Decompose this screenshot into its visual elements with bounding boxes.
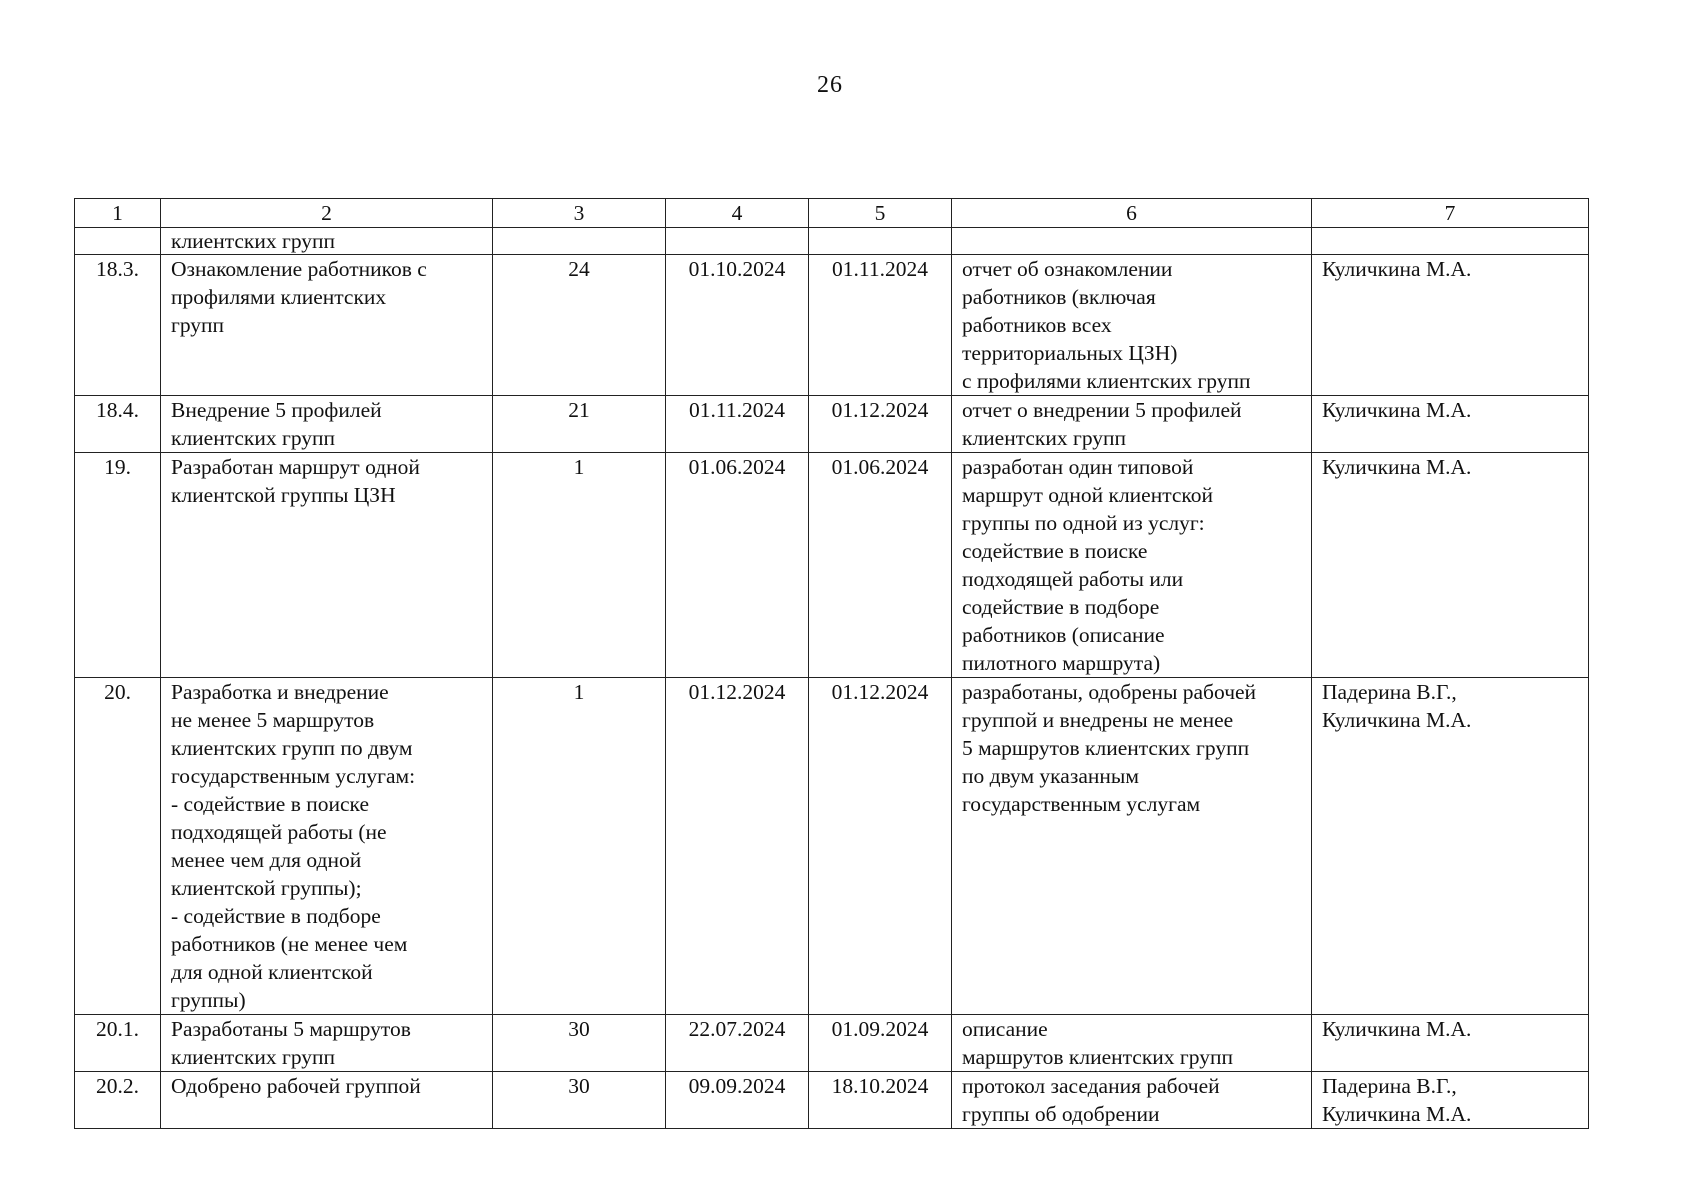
- item-number: 19.: [75, 453, 161, 678]
- header-cell: 7: [1312, 199, 1589, 228]
- responsible-person: Падерина В.Г., Куличкина М.А.: [1312, 1072, 1589, 1129]
- item-value: 21: [493, 396, 666, 453]
- header-cell: 1: [75, 199, 161, 228]
- item-number: [75, 228, 161, 255]
- result-description: разработан один типовой маршрут одной клиентской группы по одной из услуг: содействие в поиске подходящей работы или содействие в подборе работников (описание пилотного маршрута): [952, 453, 1312, 678]
- result-description: протокол заседания рабочей группы об одобрении: [952, 1072, 1312, 1129]
- item-name: клиентских групп: [161, 228, 493, 255]
- item-number: 20.1.: [75, 1015, 161, 1072]
- item-value: 30: [493, 1072, 666, 1129]
- result-description: описание маршрутов клиентских групп: [952, 1015, 1312, 1072]
- start-date: 09.09.2024: [666, 1072, 809, 1129]
- responsible-person: Падерина В.Г., Куличкина М.А.: [1312, 678, 1589, 1015]
- table-row: [75, 255, 1589, 396]
- item-name: Внедрение 5 профилей клиентских групп: [161, 396, 493, 453]
- item-number: 20.2.: [75, 1072, 161, 1129]
- table-row: [75, 453, 1589, 678]
- result-description: отчет об ознакомлении работников (включая работников всех территориальных ЦЗН) с профилями клиентских групп: [952, 255, 1312, 396]
- item-number: 18.3.: [75, 255, 161, 396]
- header-cell: 4: [666, 199, 809, 228]
- item-value: [493, 228, 666, 255]
- end-date: 01.06.2024: [809, 453, 952, 678]
- table-row: [75, 1015, 1589, 1072]
- item-number: 20.: [75, 678, 161, 1015]
- start-date: 01.06.2024: [666, 453, 809, 678]
- item-number: 18.4.: [75, 396, 161, 453]
- responsible-person: Куличкина М.А.: [1312, 1015, 1589, 1072]
- header-cell: 5: [809, 199, 952, 228]
- responsible-person: Куличкина М.А.: [1312, 255, 1589, 396]
- item-value: 30: [493, 1015, 666, 1072]
- start-date: 01.12.2024: [666, 678, 809, 1015]
- table-row: [75, 228, 1589, 255]
- result-description: [952, 228, 1312, 255]
- end-date: 01.12.2024: [809, 396, 952, 453]
- item-name: Разработка и внедрение не менее 5 маршрутов клиентских групп по двум государственным услугам: - содействие в поиске подходящей работы (не менее чем для одной клиентской группы); - содействие в подборе работников (не менее чем для одной клиентской группы): [161, 678, 493, 1015]
- header-cell: 6: [952, 199, 1312, 228]
- item-name: Ознакомление работников с профилями клиентских групп: [161, 255, 493, 396]
- item-value: 24: [493, 255, 666, 396]
- item-name: Разработаны 5 маршрутов клиентских групп: [161, 1015, 493, 1072]
- table-row: [75, 678, 1589, 1015]
- item-value: 1: [493, 453, 666, 678]
- end-date: 01.11.2024: [809, 255, 952, 396]
- end-date: 01.09.2024: [809, 1015, 952, 1072]
- end-date: 18.10.2024: [809, 1072, 952, 1129]
- start-date: 01.11.2024: [666, 396, 809, 453]
- responsible-person: [1312, 228, 1589, 255]
- start-date: [666, 228, 809, 255]
- start-date: 22.07.2024: [666, 1015, 809, 1072]
- header-cell: 2: [161, 199, 493, 228]
- start-date: 01.10.2024: [666, 255, 809, 396]
- table-row: [75, 1072, 1589, 1129]
- item-value: 1: [493, 678, 666, 1015]
- responsible-person: Куличкина М.А.: [1312, 453, 1589, 678]
- responsible-person: Куличкина М.А.: [1312, 396, 1589, 453]
- column-number-header: [75, 199, 1589, 228]
- header-cell: 3: [493, 199, 666, 228]
- table-row: [75, 396, 1589, 453]
- result-description: отчет о внедрении 5 профилей клиентских групп: [952, 396, 1312, 453]
- item-name: Разработан маршрут одной клиентской группы ЦЗН: [161, 453, 493, 678]
- item-name: Одобрено рабочей группой: [161, 1072, 493, 1129]
- end-date: 01.12.2024: [809, 678, 952, 1015]
- end-date: [809, 228, 952, 255]
- plan-table: [74, 198, 1589, 1129]
- result-description: разработаны, одобрены рабочей группой и внедрены не менее 5 маршрутов клиентских групп по двум указанным государственным услугам: [952, 678, 1312, 1015]
- page-number: 26: [817, 72, 843, 98]
